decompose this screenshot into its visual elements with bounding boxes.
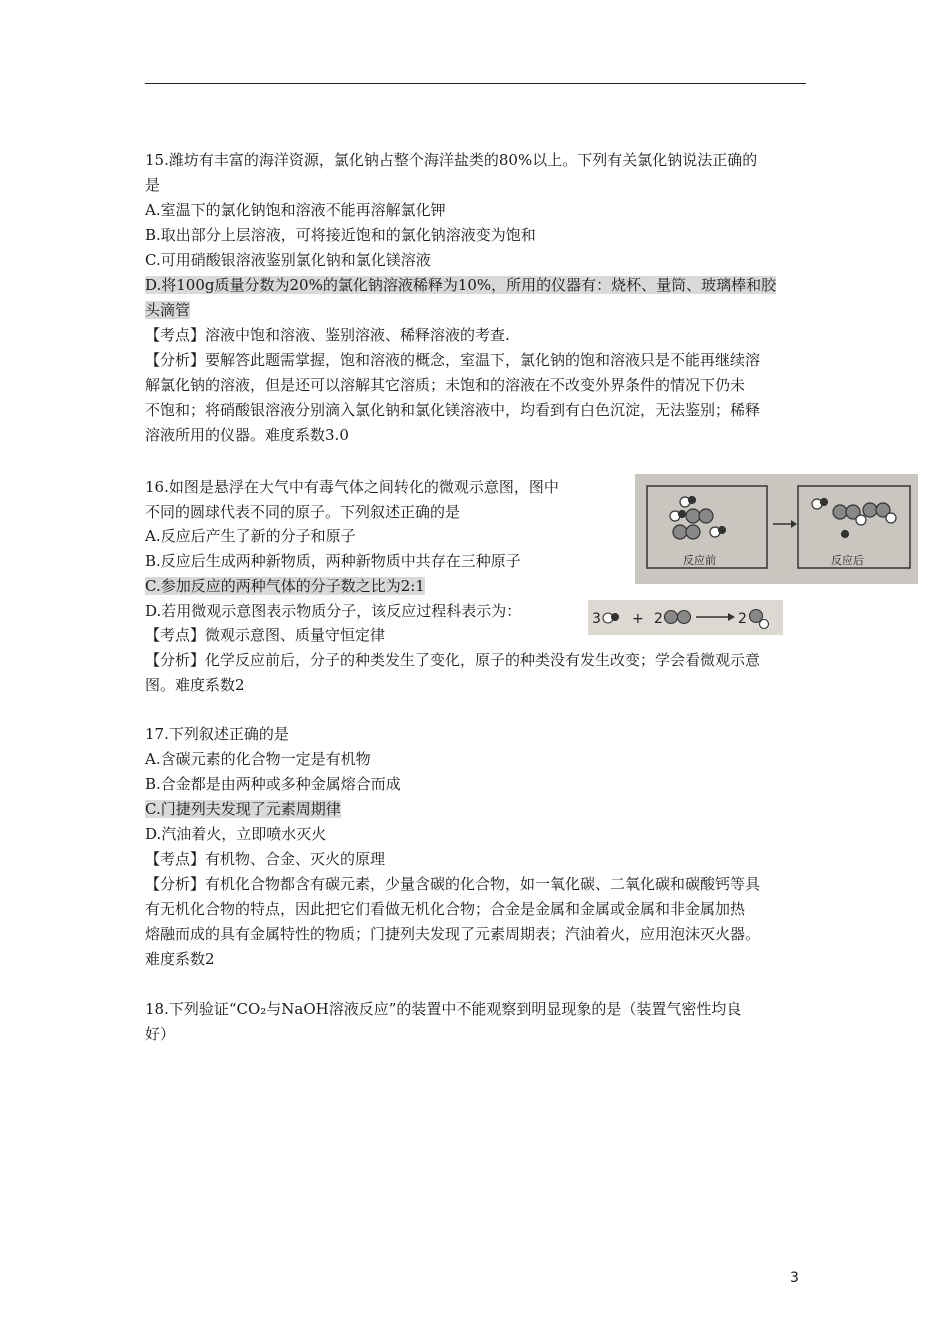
q18-stem-line1: 18.下列验证“CO₂与NaOH溶液反应”的装置中不能观察到明显现象的是（装置气密性均良 — [145, 1000, 742, 1018]
q16-option-a: A.反应后产生了新的分子和原子 — [145, 527, 356, 545]
q15-kaodian: 【考点】溶液中饱和溶液、鉴别溶液、稀释溶液的考查. — [145, 326, 510, 344]
q17-stem: 17.下列叙述正确的是 — [145, 725, 289, 743]
equation-coefficient-1: 3 — [592, 611, 601, 627]
label-before-reaction: 反应前 — [683, 554, 716, 567]
q17-fenxi-line1: 【分析】有机化合物都含有碳元素，少量含碳的化合物，如一氧化碳、二氧化碳和碳酸钙等具 — [145, 875, 761, 893]
q16-option-c: C.参加反应的两种气体的分子数之比为2:1 — [145, 577, 425, 595]
reaction-equation-figure — [588, 600, 783, 635]
q17-option-b: B.合金都是由两种或多种金属熔合而成 — [145, 775, 401, 793]
q17-option-d: D.汽油着火，立即喷水灭火 — [145, 825, 327, 843]
q15-stem-line1: 15.潍坊有丰富的海洋资源，氯化钠占整个海洋盐类的80%以上。下列有关氯化钠说法正确的 — [145, 151, 758, 169]
q15-option-a: A.室温下的氯化钠饱和溶液不能再溶解氯化钾 — [145, 201, 446, 219]
q17-fenxi-line2: 有无机化合物的特点，因此把它们看做无机化合物；合金是金属和金属或金属和非金属加热 — [145, 900, 746, 918]
q15-fenxi-line4: 溶液所用的仪器。难度系数3.0 — [145, 426, 349, 444]
q17-fenxi-line3: 熔融而成的具有金属特性的物质；门捷列夫发现了元素周期表；汽油着火，应用泡沫灭火器。 — [145, 925, 761, 943]
equation-coefficient-2: 2 — [654, 611, 663, 627]
q15-option-b: B.取出部分上层溶液，可将接近饱和的氯化钠溶液变为饱和 — [145, 226, 536, 244]
q17-kaodian: 【考点】有机物、合金、灭火的原理 — [145, 850, 386, 868]
q15-option-d-line1: D.将100g质量分数为20%的氯化钠溶液稀释为10%，所用的仪器有：烧杯、量筒、玻璃棒和胶 — [145, 276, 777, 294]
q16-fenxi-line1: 【分析】化学反应前后，分子的种类发生了变化，原子的种类没有发生改变；学会看微观示意 — [145, 651, 761, 669]
q15-fenxi-line2: 解氯化钠的溶液，但是还可以溶解其它溶质；未饱和的溶液在不改变外界条件的情况下仍未 — [145, 376, 746, 394]
q15-fenxi-line1: 【分析】要解答此题需掌握，饱和溶液的概念，室温下，氯化钠的饱和溶液只是不能再继续溶 — [145, 351, 761, 369]
q17-option-c: C.门捷列夫发现了元素周期律 — [145, 800, 341, 818]
q17-fenxi-line4: 难度系数2 — [145, 950, 215, 968]
q16-option-b: B.反应后生成两种新物质，两种新物质中共存在三种原子 — [145, 552, 521, 570]
q15-option-c: C.可用硝酸银溶液鉴别氯化钠和氯化镁溶液 — [145, 251, 431, 269]
q16-kaodian: 【考点】微观示意图、质量守恒定律 — [145, 626, 386, 644]
reaction-micro-diagram — [635, 474, 918, 584]
q16-fenxi-line2: 图。难度系数2 — [145, 676, 245, 694]
q16-stem-line2: 不同的圆球代表不同的原子。下列叙述正确的是 — [145, 503, 461, 521]
q16-option-d: D.若用微观示意图表示物质分子，该反应过程科表示为： — [145, 602, 522, 620]
q15-fenxi-line3: 不饱和；将硝酸银溶液分别滴入氯化钠和氯化镁溶液中，均看到有白色沉淀，无法鉴别；稀释 — [145, 401, 761, 419]
label-after-reaction: 反应后 — [831, 554, 864, 567]
q15-option-d-line2: 头滴管 — [145, 301, 191, 319]
q16-stem-line1: 16.如图是悬浮在大气中有毒气体之间转化的微观示意图，图中 — [145, 478, 559, 496]
q15-stem-line2: 是 — [145, 176, 161, 194]
equation-plus: + — [632, 611, 644, 627]
header-rule — [145, 83, 806, 84]
equation-coefficient-3: 2 — [738, 611, 747, 627]
q18-stem-line2: 好） — [145, 1025, 176, 1043]
q17-option-a: A.含碳元素的化合物一定是有机物 — [145, 750, 371, 768]
page-number: 3 — [790, 1270, 799, 1286]
